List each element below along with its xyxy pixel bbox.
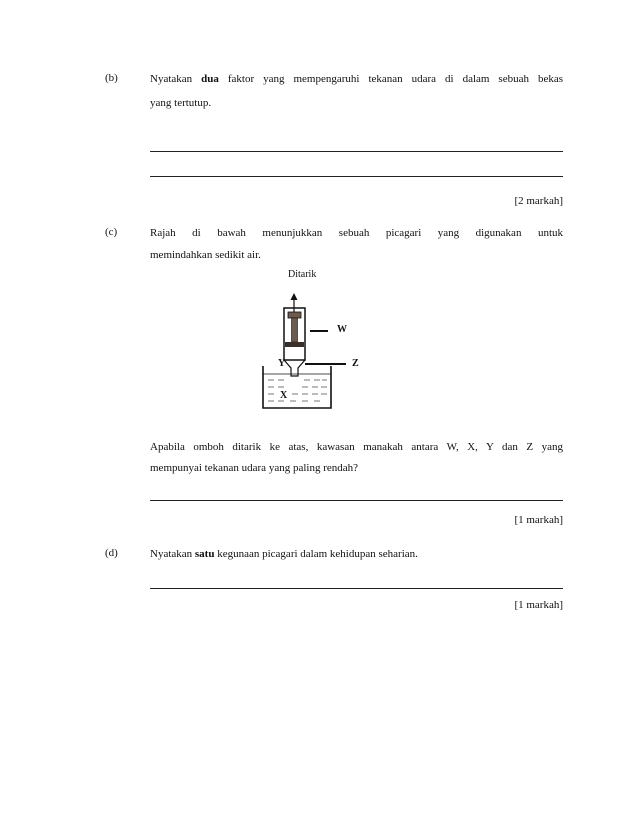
water-fill	[268, 380, 327, 401]
question-d-text	[150, 547, 563, 561]
plunger-handle	[288, 312, 301, 318]
question-d-bold: satu	[194, 548, 215, 560]
question-c-label: (c)	[105, 226, 118, 238]
question-c-marks: [1 markah]	[514, 514, 563, 526]
question-b-text-line1	[150, 72, 563, 86]
plunger-rod	[292, 318, 298, 342]
question-c-question-line2: mempunyai tekanan udara yang paling rendah?	[150, 462, 359, 474]
answer-line-d[interactable]	[150, 588, 563, 589]
question-b-marks: [2 markah]	[514, 195, 563, 207]
answer-line-b1[interactable]	[150, 151, 563, 152]
answer-line-c[interactable]	[150, 500, 563, 501]
label-y: Y	[278, 358, 286, 369]
question-d-marks: [1 markah]	[514, 599, 563, 611]
question-d-prefix: Nyatakan	[150, 548, 195, 560]
question-b-prefix: Nyatakan	[150, 73, 202, 85]
question-d-suffix: kegunaan picagari dalam kehidupan seharian.	[214, 548, 418, 560]
syringe-diagram	[230, 290, 370, 415]
question-b-text-line2: yang tertutup.	[150, 97, 212, 109]
question-b-suffix: faktor yang mempengaruhi tekanan udara di dalam sebuah bekas	[218, 73, 564, 85]
question-c-text-line2: memindahkan sedikit air.	[150, 249, 261, 261]
question-c-text-line1: Rajah di bawah menunjukkan sebuah picagari yang digunakan untuk	[150, 227, 563, 239]
syringe-piston	[285, 342, 304, 347]
label-w: W	[337, 324, 347, 335]
pull-arrow-head	[291, 293, 298, 300]
label-z: Z	[352, 358, 359, 369]
pull-label: Ditarik	[288, 269, 317, 280]
question-b-bold: dua	[201, 73, 219, 85]
answer-line-b2[interactable]	[150, 176, 563, 177]
label-x: X	[280, 390, 288, 401]
question-d-label: (d)	[105, 547, 118, 559]
question-c-question-line1: Apabila omboh ditarik ke atas, kawasan manakah antara W, X, Y dan Z yang	[150, 441, 563, 453]
question-b-label: (b)	[105, 72, 118, 84]
